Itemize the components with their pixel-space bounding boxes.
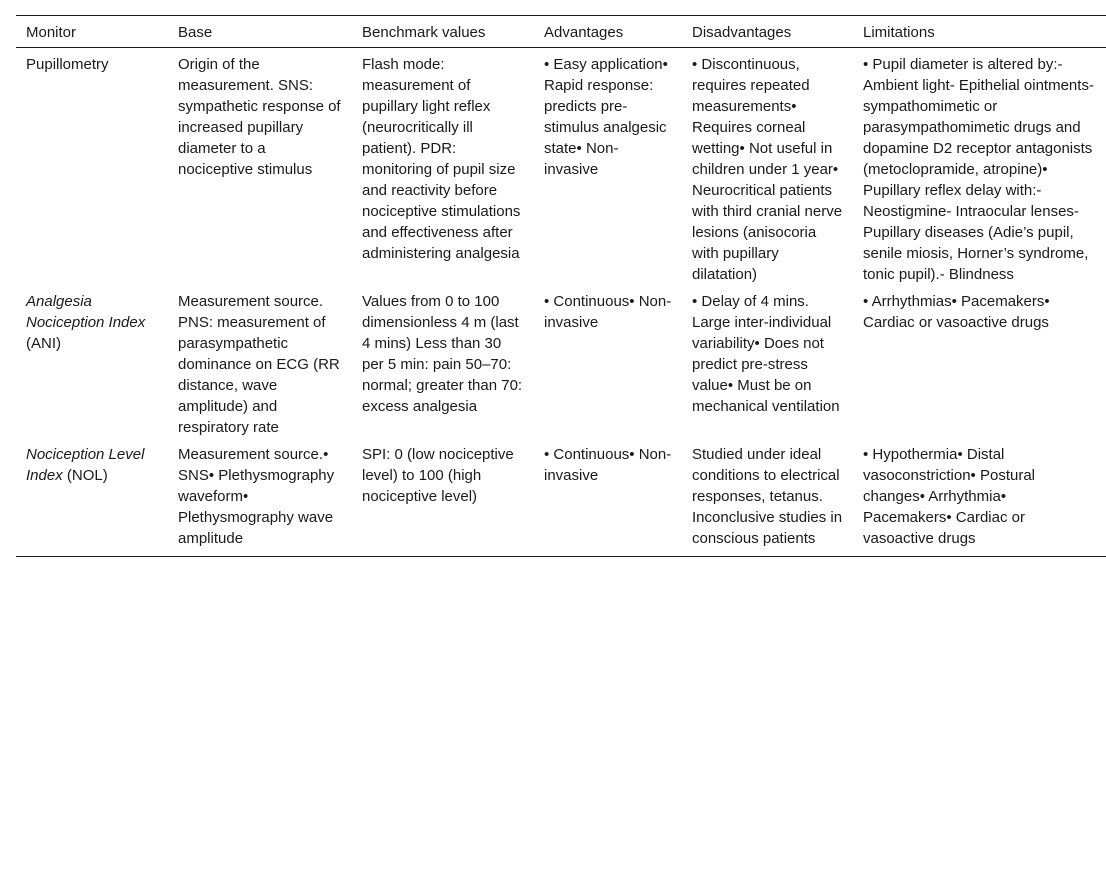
cell-base: Measurement source. PNS: measurement of parasympathetic dominance on ECG (RR distance, wave amplitude) and respiratory rate (178, 293, 340, 436)
cell-monitor (16, 438, 168, 557)
cell-limitations: • Hypothermia• Distal vasoconstriction• Postural changes• Arrhythmia• Pacemakers• Cardiac or vasoactive drugs (853, 438, 1106, 557)
monitor-comparison-table (16, 15, 1106, 557)
monitor-name-italic: Nociception Level Index (26, 446, 145, 484)
cell-limitations: • Pupil diameter is altered by:- Ambient light- Epithelial ointments- sympathomimetic or parasympathomimetic drugs and dopamine D2 receptor antagonists (metoclopramide, atropine)• Pupillary reflex delay with:- Neostigmine- Intraocular lenses- Pupillary diseases (Adie’s pupil, senile miosis, Horner’s syndrome, tonic pupil).- Blindness (863, 56, 1094, 283)
cell-disadvantages: Studied under ideal conditions to electrical responses, tetanus. Inconclusive studies in conscious patients (682, 438, 853, 557)
header-limitations: Limitations (853, 16, 1106, 48)
cell-base: Measurement source.• SNS• Plethysmography waveform• Plethysmography wave amplitude (168, 438, 352, 557)
table-row (16, 438, 1106, 557)
table-row (16, 285, 1106, 438)
cell-advantages: • Continuous• Non-invasive (534, 438, 682, 557)
table-row (16, 48, 1106, 286)
monitor-name: Pupillometry (26, 56, 109, 73)
cell-benchmark-values: Values from 0 to 100 dimensionless 4 m (last 4 mins) Less than 30 per 5 min: pain 50–70: normal; greater than 70: excess analgesia (362, 293, 523, 415)
cell-monitor (16, 285, 168, 438)
table-header (16, 16, 1106, 48)
header-base: Base (168, 16, 352, 48)
monitor-name: (ANI) (26, 335, 61, 352)
header-disadvantages: Disadvantages (682, 16, 853, 48)
header-row (16, 16, 1106, 48)
monitor-name-italic: Analgesia Nociception Index (26, 293, 146, 331)
cell-advantages: • Easy application• Rapid response: predicts pre-stimulus analgesic state• Non-invasive (544, 56, 668, 178)
cell-advantages: • Continuous• Non-invasive (544, 293, 672, 331)
cell-benchmark-values: Flash mode: measurement of pupillary light reflex (neurocritically ill patient). PDR: monitoring of pupil size and reactivity before nociceptive stimulations and effectiveness after administering analgesia (362, 56, 521, 262)
cell-disadvantages: • Discontinuous, requires repeated measurements• Requires corneal wetting• Not useful in children under 1 year• Neurocritical patients with third cranial nerve lesions (anisocoria with pupillary dilatation) (692, 56, 843, 283)
cell-base: Origin of the measurement. SNS: sympathetic response of increased pupillary diameter to a nociceptive stimulus (178, 56, 341, 178)
header-benchmark-values: Benchmark values (352, 16, 534, 48)
monitor-name: (NOL) (62, 467, 108, 484)
table-body (16, 48, 1106, 557)
cell-limitations: • Arrhythmias• Pacemakers• Cardiac or vasoactive drugs (863, 293, 1050, 331)
cell-benchmark-values: SPI: 0 (low nociceptive level) to 100 (high nociceptive level) (352, 438, 534, 557)
cell-monitor (16, 48, 168, 286)
header-monitor: Monitor (16, 16, 168, 48)
cell-disadvantages: • Delay of 4 mins. Large inter-individual variability• Does not predict pre-stress value• Must be on mechanical ventilation (692, 293, 840, 415)
header-advantages: Advantages (534, 16, 682, 48)
table-wrapper (16, 15, 1094, 557)
